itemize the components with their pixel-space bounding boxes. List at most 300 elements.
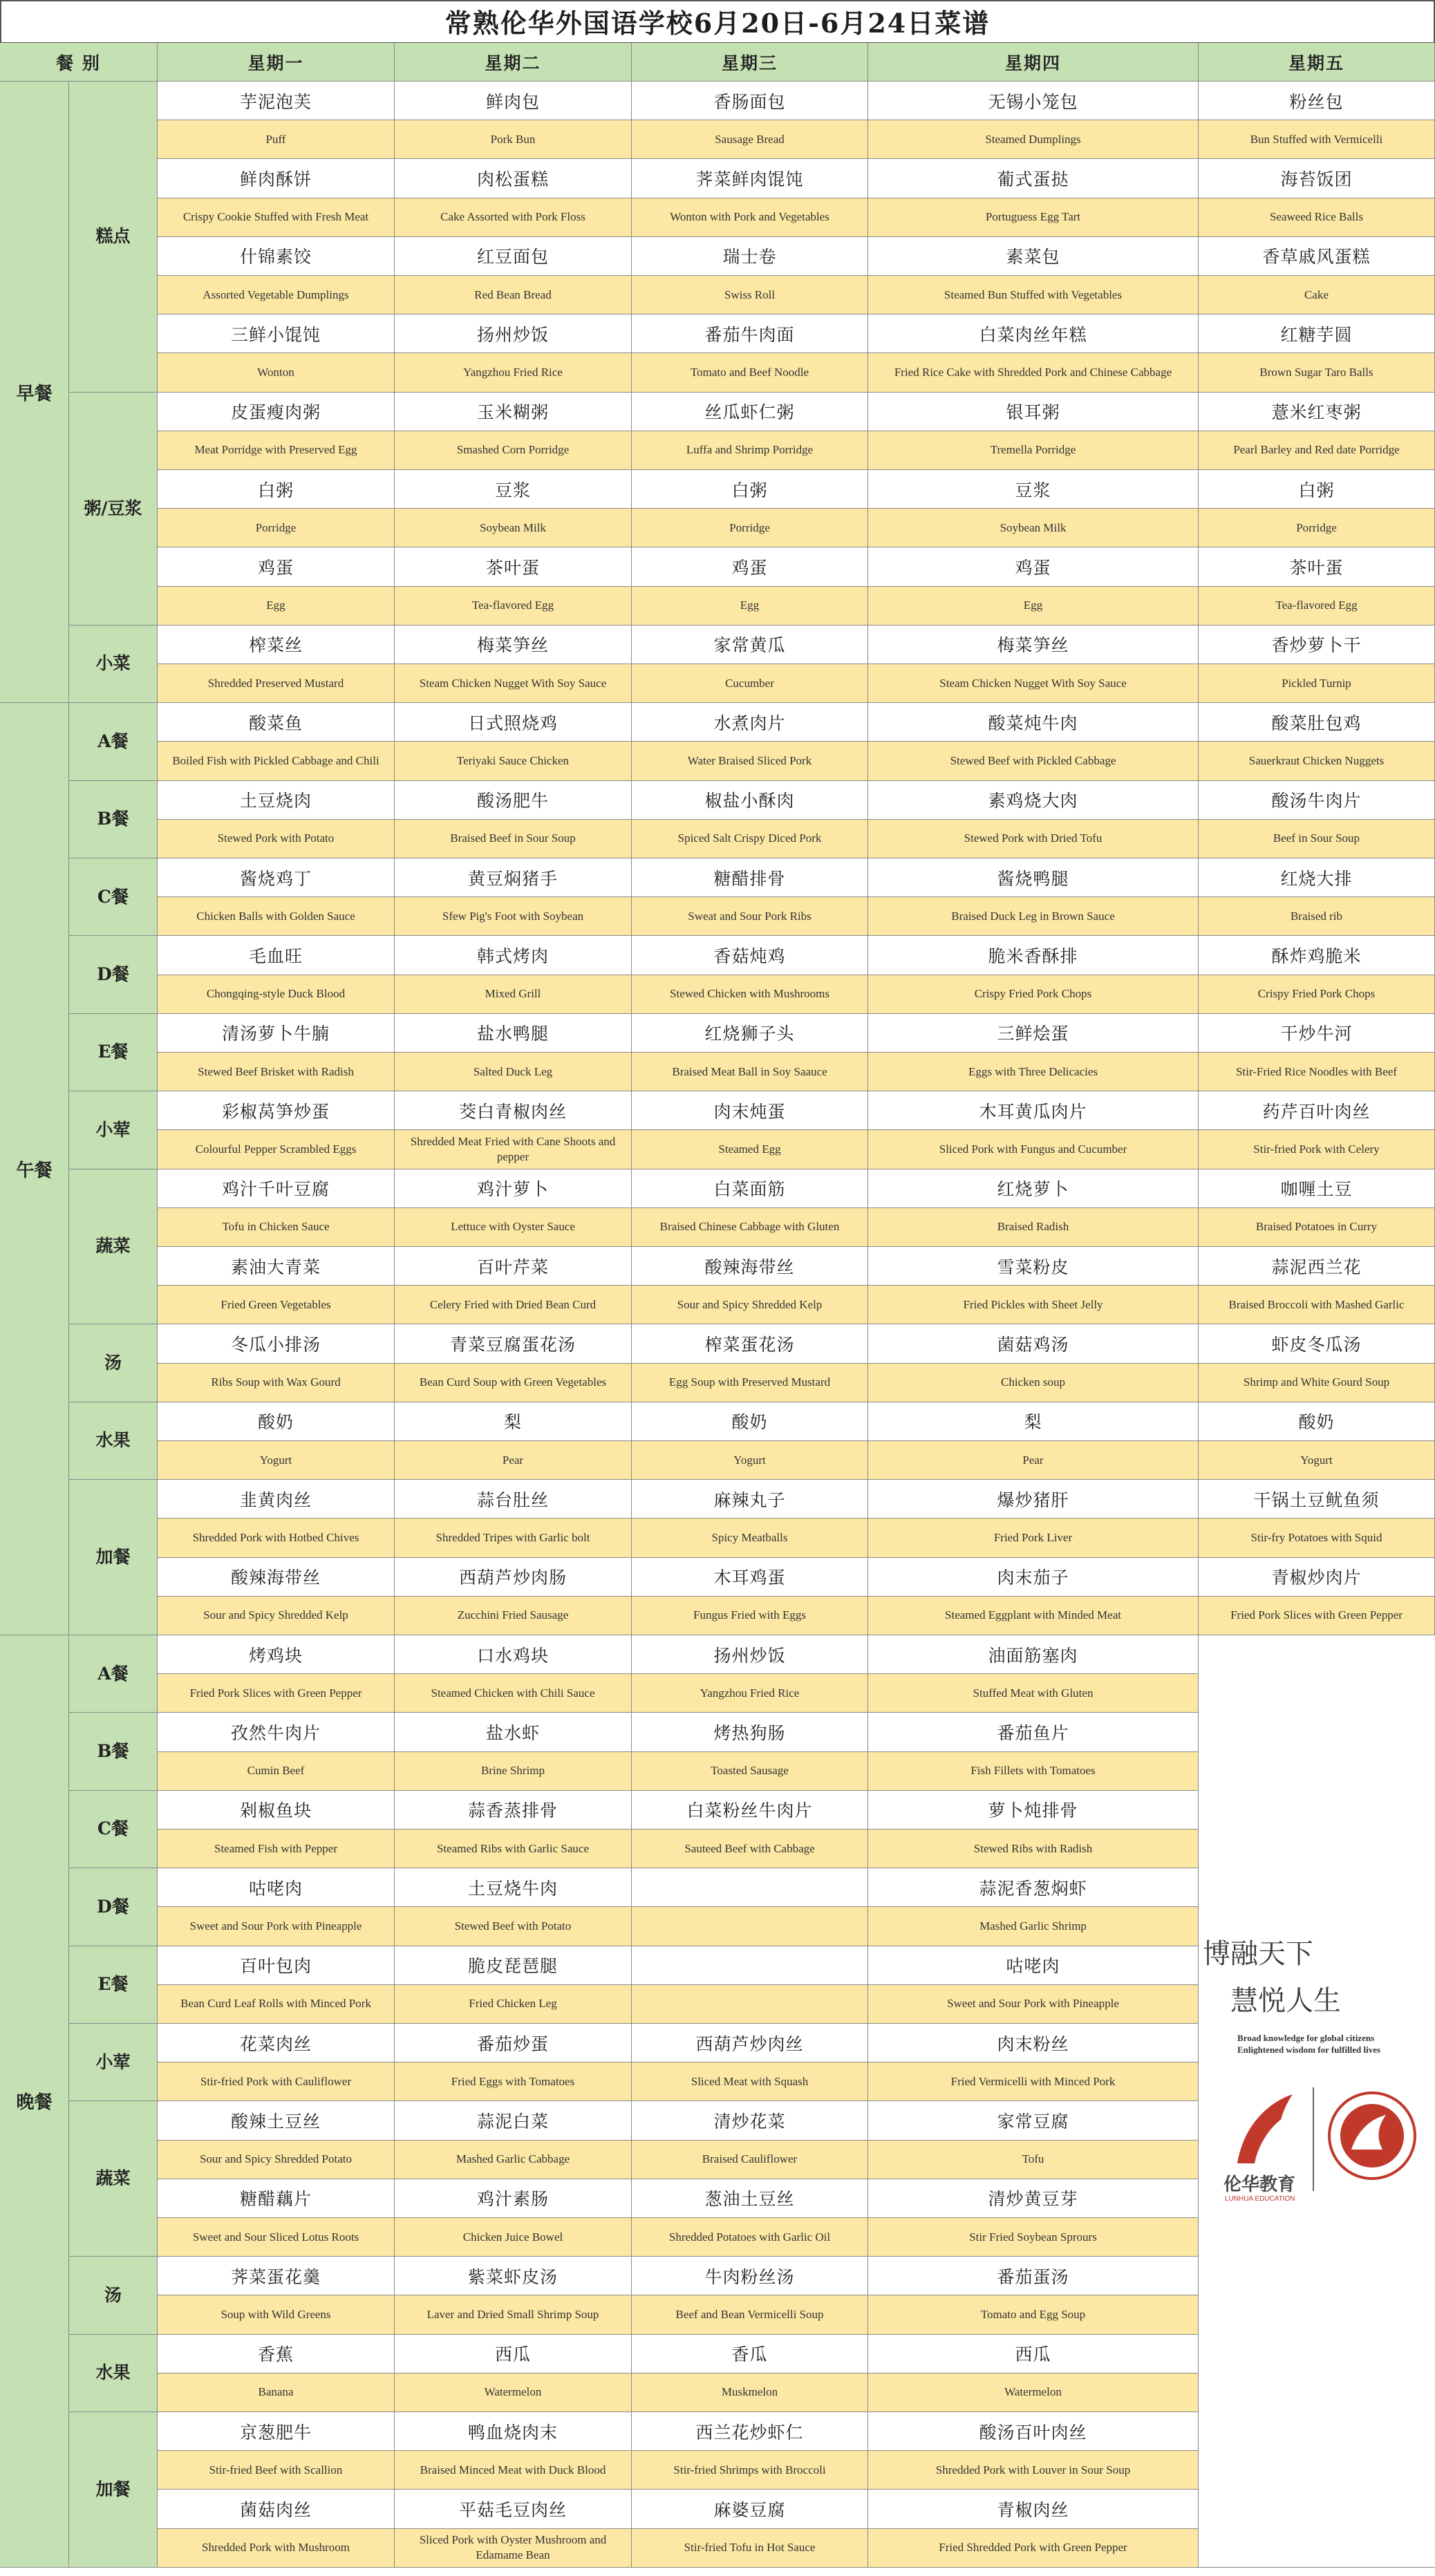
dish-english: Sweet and Sour Pork with Pineapple (158, 1907, 395, 1946)
slogan-english (1237, 2032, 1431, 2056)
course-label: 蔬菜 (69, 2101, 158, 2257)
dish-name: 香草戚风蛋糕 (1199, 237, 1435, 276)
dish-english: Braised Cauliflower (632, 2141, 868, 2179)
dish-name: 荠菜鲜肉馄饨 (632, 159, 868, 198)
dish-name: 鸡蛋 (632, 547, 868, 586)
dish-name: 酸汤百叶肉丝 (868, 2412, 1199, 2451)
dish-english: Sour and Spicy Shredded Kelp (158, 1597, 395, 1635)
course-label: C餐 (69, 1791, 158, 1868)
dish-name (632, 1946, 868, 1985)
dish-name: 酸奶 (632, 1402, 868, 1441)
dish-name: 干锅土豆鱿鱼须 (1199, 1480, 1435, 1519)
dish-english: Braised Radish (868, 1208, 1199, 1247)
dish-name: 肉末茄子 (868, 1558, 1199, 1597)
dish-name: 酸辣土豆丝 (158, 2101, 395, 2140)
dish-english: Egg Soup with Preserved Mustard (632, 1364, 868, 1402)
dish-english: Steam Chicken Nugget With Soy Sauce (395, 664, 632, 703)
dish-english: Steam Chicken Nugget With Soy Sauce (868, 664, 1199, 703)
dish-english: Steamed Chicken with Chili Sauce (395, 1674, 632, 1713)
dish-english: Celery Fried with Dried Bean Curd (395, 1286, 632, 1324)
dish-english: Portuguess Egg Tart (868, 198, 1199, 237)
dish-english: Braised Broccoli with Mashed Garlic (1199, 1286, 1435, 1324)
course-label: A餐 (69, 703, 158, 780)
dish-english: Fried Shredded Pork with Green Pepper (868, 2529, 1199, 2568)
dish-english: Braised Chinese Cabbage with Gluten (632, 1208, 868, 1247)
dish-english: Seaweed Rice Balls (1199, 198, 1435, 237)
dish-name: 葡式蛋挞 (868, 159, 1199, 198)
course-label: C餐 (69, 858, 158, 936)
dish-english: Fried Pickles with Sheet Jelly (868, 1286, 1199, 1324)
course-label: 小荤 (69, 2024, 158, 2101)
dish-english: Stewed Chicken with Mushrooms (632, 975, 868, 1014)
dish-english: Red Bean Bread (395, 276, 632, 314)
dish-name: 茭白青椒肉丝 (395, 1091, 632, 1130)
dish-name: 肉末粉丝 (868, 2024, 1199, 2062)
dish-english: Stewed Ribs with Radish (868, 1830, 1199, 1868)
dish-name: 香菇炖鸡 (632, 936, 868, 975)
dish-english: Steamed Bun Stuffed with Vegetables (868, 276, 1199, 314)
dish-english: Braised rib (1199, 897, 1435, 936)
dish-english: Fried Rice Cake with Shredded Pork and Chinese Cabbage (868, 353, 1199, 392)
dish-name: 清炒黄豆芽 (868, 2179, 1199, 2218)
dish-name: 酱烧鸭腿 (868, 858, 1199, 897)
dish-english: Braised Beef in Sour Soup (395, 820, 632, 858)
dish-english: Chicken Balls with Golden Sauce (158, 897, 395, 936)
dish-name: 虾皮冬瓜汤 (1199, 1324, 1435, 1363)
dish-name: 干炒牛河 (1199, 1014, 1435, 1053)
dish-english: Steamed Eggplant with Minded Meat (868, 1597, 1199, 1635)
dish-english: Eggs with Three Delicacies (868, 1053, 1199, 1091)
dish-name: 蒜香蒸排骨 (395, 1791, 632, 1830)
dish-name: 酸菜肚包鸡 (1199, 703, 1435, 742)
dish-english: Fungus Fried with Eggs (632, 1597, 868, 1635)
dish-english: Stewed Beef Brisket with Radish (158, 1053, 395, 1091)
dish-english: Sweat and Sour Pork Ribs (632, 897, 868, 936)
dish-english: Pearl Barley and Red date Porridge (1199, 431, 1435, 470)
dish-english: Egg (868, 587, 1199, 626)
dish-name: 梅菜笋丝 (395, 626, 632, 664)
dish-english: Teriyaki Sauce Chicken (395, 742, 632, 780)
slogan-english-line-1: Broad knowledge for global citizens (1237, 2033, 1375, 2043)
dish-english: Toasted Sausage (632, 1752, 868, 1791)
dish-name: 无锡小笼包 (868, 82, 1199, 120)
course-label: 加餐 (69, 1480, 158, 1635)
dish-english: Bean Curd Leaf Rolls with Minced Pork (158, 1985, 395, 2024)
dish-english: Fried Chicken Leg (395, 1985, 632, 2024)
course-label: E餐 (69, 1946, 158, 2024)
dish-english: Tea-flavored Egg (395, 587, 632, 626)
course-label: 汤 (69, 1324, 158, 1402)
dish-english: Sausage Bread (632, 120, 868, 159)
dish-name: 肉末炖蛋 (632, 1091, 868, 1130)
meal-label: 早餐 (0, 82, 69, 703)
dish-name: 香肠面包 (632, 82, 868, 120)
course-label: 水果 (69, 1402, 158, 1480)
dish-name: 菌菇肉丝 (158, 2490, 395, 2528)
dish-name: 白菜肉丝年糕 (868, 314, 1199, 353)
dish-english: Stir-Fried Rice Noodles with Beef (1199, 1053, 1435, 1091)
dish-name: 孜然牛肉片 (158, 1713, 395, 1751)
school-slogan (1203, 1921, 1431, 2040)
dish-name: 葱油土豆丝 (632, 2179, 868, 2218)
dish-name: 红烧大排 (1199, 858, 1435, 897)
dish-english: Braised Meat Ball in Soy Saauce (632, 1053, 868, 1091)
dish-name: 瑞士卷 (632, 237, 868, 276)
logo-name: 伦华教育 (1223, 2174, 1296, 2195)
dish-name: 家常黄瓜 (632, 626, 868, 664)
dish-name: 梨 (868, 1402, 1199, 1441)
dish-name: 酸奶 (158, 1402, 395, 1441)
course-label: B餐 (69, 1713, 158, 1790)
dish-english: Shredded Pork with Louver in Sour Soup (868, 2451, 1199, 2490)
dish-english: Crispy Cookie Stuffed with Fresh Meat (158, 198, 395, 237)
meal-label: 晚餐 (0, 1635, 69, 2568)
dish-name: 素油大青菜 (158, 1247, 395, 1286)
dish-name: 糖醋排骨 (632, 858, 868, 897)
dish-name: 咕咾肉 (158, 1868, 395, 1907)
dish-english: Mixed Grill (395, 975, 632, 1014)
dish-name: 爆炒猪肝 (868, 1480, 1199, 1519)
dish-name: 鸡汁素肠 (395, 2179, 632, 2218)
dish-name: 剁椒鱼块 (158, 1791, 395, 1830)
dish-name: 盐水鸭腿 (395, 1014, 632, 1053)
dish-name: 土豆烧肉 (158, 781, 395, 820)
dish-name: 酥炸鸡脆米 (1199, 936, 1435, 975)
dish-english: Chongqing-style Duck Blood (158, 975, 395, 1014)
dish-name: 什锦素饺 (158, 237, 395, 276)
dish-name: 毛血旺 (158, 936, 395, 975)
dish-name: 咕咾肉 (868, 1946, 1199, 1985)
dish-name: 油面筋塞肉 (868, 1635, 1199, 1674)
dish-english: Fried Vermicelli with Minced Pork (868, 2062, 1199, 2101)
dish-name: 红烧狮子头 (632, 1014, 868, 1053)
dish-english: Crispy Fried Pork Chops (1199, 975, 1435, 1014)
meal-label: 午餐 (0, 703, 69, 1635)
dish-name: 清炒花菜 (632, 2101, 868, 2140)
dish-english: Cake (1199, 276, 1435, 314)
dish-name: 香蕉 (158, 2335, 395, 2373)
dish-name: 薏米红枣粥 (1199, 393, 1435, 431)
dish-english: Yogurt (158, 1441, 395, 1480)
dish-english: Boiled Fish with Pickled Cabbage and Chili (158, 742, 395, 780)
dish-english: Brown Sugar Taro Balls (1199, 353, 1435, 392)
dish-name: 椒盐小酥肉 (632, 781, 868, 820)
dish-name: 蒜泥白菜 (395, 2101, 632, 2140)
dish-name: 红豆面包 (395, 237, 632, 276)
dish-name: 百叶芹菜 (395, 1247, 632, 1286)
dish-english: Stuffed Meat with Gluten (868, 1674, 1199, 1713)
dish-name: 紫菜虾皮汤 (395, 2257, 632, 2295)
day-header-5: 星期五 (1199, 43, 1435, 82)
dish-english: Soybean Milk (395, 509, 632, 547)
dish-english: Stewed Pork with Dried Tofu (868, 820, 1199, 858)
dish-name: 西葫芦炒肉丝 (632, 2024, 868, 2062)
dish-english: Stewed Pork with Potato (158, 820, 395, 858)
dish-english: Swiss Roll (632, 276, 868, 314)
dish-english: Fried Pork Slices with Green Pepper (158, 1674, 395, 1713)
dish-name: 酸辣海带丝 (158, 1558, 395, 1597)
dish-name: 扬州炒饭 (395, 314, 632, 353)
dish-name: 鲜肉包 (395, 82, 632, 120)
dish-english: Muskmelon (632, 2373, 868, 2412)
dish-name: 番茄牛肉面 (632, 314, 868, 353)
dish-name: 榨菜丝 (158, 626, 395, 664)
dish-english: Sweet and Sour Sliced Lotus Roots (158, 2218, 395, 2257)
branding-block (1203, 1921, 1431, 2226)
dish-english: Shredded Pork with Mushroom (158, 2529, 395, 2568)
page-title: 常熟伦华外国语学校6月20日-6月24日菜谱 (0, 0, 1435, 44)
dish-name: 白菜粉丝牛肉片 (632, 1791, 868, 1830)
dish-name: 糖醋藕片 (158, 2179, 395, 2218)
dish-name: 白粥 (158, 470, 395, 509)
dish-name: 西瓜 (868, 2335, 1199, 2373)
dish-name: 蒜台肚丝 (395, 1480, 632, 1519)
dish-english: Sauerkraut Chicken Nuggets (1199, 742, 1435, 780)
dish-name: 皮蛋瘦肉粥 (158, 393, 395, 431)
course-label: 汤 (69, 2257, 158, 2334)
dish-name: 鸡蛋 (868, 547, 1199, 586)
dish-english: Beef and Bean Vermicelli Soup (632, 2295, 868, 2334)
dish-name: 豆浆 (395, 470, 632, 509)
dish-name: 青椒炒肉片 (1199, 1558, 1435, 1597)
dish-name: 麻婆豆腐 (632, 2490, 868, 2528)
dish-english: Steamed Ribs with Garlic Sauce (395, 1830, 632, 1868)
day-header-2: 星期二 (395, 43, 632, 82)
dish-name: 日式照烧鸡 (395, 703, 632, 742)
dish-name: 脆皮琵琶腿 (395, 1946, 632, 1985)
dish-name: 榨菜蛋花汤 (632, 1324, 868, 1363)
dish-name: 白粥 (632, 470, 868, 509)
dish-english: Wonton (158, 353, 395, 392)
course-label: 加餐 (69, 2412, 158, 2568)
slogan-line-2: 慧悦人生 (1230, 1985, 1341, 2017)
dish-name: 酸菜炖牛肉 (868, 703, 1199, 742)
dish-name: 平菇毛豆肉丝 (395, 2490, 632, 2528)
dish-name: 香炒萝卜干 (1199, 626, 1435, 664)
dish-name: 口水鸡块 (395, 1635, 632, 1674)
dish-english: Soup with Wild Greens (158, 2295, 395, 2334)
dish-name: 酸奶 (1199, 1402, 1435, 1441)
dish-english: Shredded Potatoes with Garlic Oil (632, 2218, 868, 2257)
dish-name: 西葫芦炒肉肠 (395, 1558, 632, 1597)
dish-english: Spiced Salt Crispy Diced Pork (632, 820, 868, 858)
logo-subtitle: LUNHUA EDUCATION (1225, 2195, 1295, 2203)
dish-english: Stir-fried Pork with Cauliflower (158, 2062, 395, 2101)
dish-english: Ribs Soup with Wax Gourd (158, 1364, 395, 1402)
dish-name: 水煮肉片 (632, 703, 868, 742)
dish-name: 盐水虾 (395, 1713, 632, 1751)
dish-english: Shredded Pork with Hotbed Chives (158, 1519, 395, 1557)
dish-name: 扬州炒饭 (632, 1635, 868, 1674)
dish-english (632, 1907, 868, 1946)
dish-english: Egg (632, 587, 868, 626)
dish-english: Tofu in Chicken Sauce (158, 1208, 395, 1247)
course-label: 水果 (69, 2335, 158, 2412)
dish-english: Stir-fried Pork with Celery (1199, 1130, 1435, 1169)
dish-name: 蒜泥香葱焖虾 (868, 1868, 1199, 1907)
dish-name: 白菜面筋 (632, 1169, 868, 1208)
dish-english: Fish Fillets with Tomatoes (868, 1752, 1199, 1791)
dish-english: Fried Pork Slices with Green Pepper (1199, 1597, 1435, 1635)
dish-english: Beef in Sour Soup (1199, 820, 1435, 858)
dish-english: Watermelon (395, 2373, 632, 2412)
course-label: 粥/豆浆 (69, 393, 158, 626)
dish-name: 木耳黄瓜肉片 (868, 1091, 1199, 1130)
dish-english: Spicy Meatballs (632, 1519, 868, 1557)
dish-name: 番茄鱼片 (868, 1713, 1199, 1751)
dish-name: 家常豆腐 (868, 2101, 1199, 2140)
dish-english: Mashed Garlic Cabbage (395, 2141, 632, 2179)
dish-english: Sweet and Sour Pork with Pineapple (868, 1985, 1199, 2024)
dish-english: Shredded Meat Fried with Cane Shoots and pepper (395, 1130, 632, 1169)
dish-english: Yogurt (1199, 1441, 1435, 1480)
dish-english: Watermelon (868, 2373, 1199, 2412)
dish-english: Pear (868, 1441, 1199, 1480)
dish-english: Porridge (158, 509, 395, 547)
dish-name: 酸汤牛肉片 (1199, 781, 1435, 820)
dish-english: Luffa and Shrimp Porridge (632, 431, 868, 470)
dish-english (632, 1985, 868, 2024)
dish-english: Porridge (632, 509, 868, 547)
slogan-calligraphy (1203, 1921, 1431, 2032)
dish-name: 青菜豆腐蛋花汤 (395, 1324, 632, 1363)
course-label: E餐 (69, 1014, 158, 1091)
dish-name: 茶叶蛋 (1199, 547, 1435, 586)
course-label: 小荤 (69, 1091, 158, 1169)
dish-english: Stewed Beef with Pickled Cabbage (868, 742, 1199, 780)
dish-name: 白粥 (1199, 470, 1435, 509)
dish-english: Sour and Spicy Shredded Potato (158, 2141, 395, 2179)
dish-name: 花菜肉丝 (158, 2024, 395, 2062)
dish-name: 木耳鸡蛋 (632, 1558, 868, 1597)
dish-name: 酸菜鱼 (158, 703, 395, 742)
dish-english: Tomato and Beef Noodle (632, 353, 868, 392)
dish-name: 牛肉粉丝汤 (632, 2257, 868, 2295)
dish-english: Stir-fried Shrimps with Broccoli (632, 2451, 868, 2490)
dish-english: Sliced Meat with Squash (632, 2062, 868, 2101)
day-header-1: 星期一 (158, 43, 395, 82)
dish-english: Tomato and Egg Soup (868, 2295, 1199, 2334)
dish-english: Shrimp and White Gourd Soup (1199, 1364, 1435, 1402)
dish-english: Bean Curd Soup with Green Vegetables (395, 1364, 632, 1402)
dish-name: 蒜泥西兰花 (1199, 1247, 1435, 1286)
dish-name: 青椒肉丝 (868, 2490, 1199, 2528)
dish-english: Yogurt (632, 1441, 868, 1480)
dish-english: Braised Potatoes in Curry (1199, 1208, 1435, 1247)
dish-english: Tremella Porridge (868, 431, 1199, 470)
dish-name: 芋泥泡芙 (158, 82, 395, 120)
dish-name: 玉米糊粥 (395, 393, 632, 431)
dish-english: Chicken soup (868, 1364, 1199, 1402)
dish-name: 西瓜 (395, 2335, 632, 2373)
dish-name: 荠菜蛋花羹 (158, 2257, 395, 2295)
dish-name: 鸡蛋 (158, 547, 395, 586)
dish-english: Salted Duck Leg (395, 1053, 632, 1091)
dish-name: 咖喱土豆 (1199, 1169, 1435, 1208)
dish-english: Steamed Egg (632, 1130, 868, 1169)
dish-english: Soybean Milk (868, 509, 1199, 547)
dish-name: 素菜包 (868, 237, 1199, 276)
dish-english: Steamed Dumplings (868, 120, 1199, 159)
dish-name: 番茄炒蛋 (395, 2024, 632, 2062)
dish-english: Wonton with Pork and Vegetables (632, 198, 868, 237)
dish-english: Cumin Beef (158, 1752, 395, 1791)
dish-english: Sfew Pig's Foot with Soybean (395, 897, 632, 936)
dish-english: Stir-fry Potatoes with Squid (1199, 1519, 1435, 1557)
dish-english: Zucchini Fried Sausage (395, 1597, 632, 1635)
dish-english: Cake Assorted with Pork Floss (395, 198, 632, 237)
dish-english: Colourful Pepper Scrambled Eggs (158, 1130, 395, 1169)
course-label: D餐 (69, 1868, 158, 1946)
dish-english: Pear (395, 1441, 632, 1480)
dish-english: Pickled Turnip (1199, 664, 1435, 703)
dish-name: 丝瓜虾仁粥 (632, 393, 868, 431)
dish-name: 菌菇鸡汤 (868, 1324, 1199, 1363)
dish-english: Water Braised Sliced Pork (632, 742, 868, 780)
dish-name: 土豆烧牛肉 (395, 1868, 632, 1907)
dish-name: 豆浆 (868, 470, 1199, 509)
course-label: D餐 (69, 936, 158, 1013)
dish-english: Shredded Tripes with Garlic bolt (395, 1519, 632, 1557)
course-label: A餐 (69, 1635, 158, 1713)
dish-english: Braised Duck Leg in Brown Sauce (868, 897, 1199, 936)
dish-english: Stir Fried Soybean Sprours (868, 2218, 1199, 2257)
dish-name: 冬瓜小排汤 (158, 1324, 395, 1363)
dish-english: Fried Eggs with Tomatoes (395, 2062, 632, 2101)
slogan-english-line-2: Enlightened wisdom for fulfilled lives (1237, 2044, 1381, 2055)
dish-name: 药芹百叶肉丝 (1199, 1091, 1435, 1130)
dish-english: Sour and Spicy Shredded Kelp (632, 1286, 868, 1324)
dish-english: Pork Bun (395, 120, 632, 159)
course-label: 糕点 (69, 82, 158, 393)
dish-name: 鲜肉酥饼 (158, 159, 395, 198)
dish-english: Assorted Vegetable Dumplings (158, 276, 395, 314)
dish-name: 雪菜粉皮 (868, 1247, 1199, 1286)
dish-name: 黄豆焖猪手 (395, 858, 632, 897)
dish-english: Sliced Pork with Oyster Mushroom and Edamame Bean (395, 2529, 632, 2568)
dish-name: 茶叶蛋 (395, 547, 632, 586)
dish-english: Shredded Preserved Mustard (158, 664, 395, 703)
dish-english: Cucumber (632, 664, 868, 703)
dish-name: 酱烧鸡丁 (158, 858, 395, 897)
dish-english: Puff (158, 120, 395, 159)
dish-name: 三鲜烩蛋 (868, 1014, 1199, 1053)
dish-english: Egg (158, 587, 395, 626)
dish-english: Steamed Fish with Pepper (158, 1830, 395, 1868)
dish-name: 酸汤肥牛 (395, 781, 632, 820)
dish-english: Tea-flavored Egg (1199, 587, 1435, 626)
dish-name: 麻辣丸子 (632, 1480, 868, 1519)
dish-english: Braised Minced Meat with Duck Blood (395, 2451, 632, 2490)
dish-english: Meat Porridge with Preserved Egg (158, 431, 395, 470)
dish-english: Stir-fried Beef with Scallion (158, 2451, 395, 2490)
dish-name: 烤热狗肠 (632, 1713, 868, 1751)
dish-name: 番茄蛋汤 (868, 2257, 1199, 2295)
dish-name: 肉松蛋糕 (395, 159, 632, 198)
dish-name: 烤鸡块 (158, 1635, 395, 1674)
dish-name: 梨 (395, 1402, 632, 1441)
dish-name: 韭黄肉丝 (158, 1480, 395, 1519)
dish-english: Chicken Juice Bowel (395, 2218, 632, 2257)
course-label: 小菜 (69, 626, 158, 703)
dish-name: 粉丝包 (1199, 82, 1435, 120)
dish-english: Brine Shrimp (395, 1752, 632, 1791)
dish-name: 清汤萝卜牛腩 (158, 1014, 395, 1053)
dish-english: Bun Stuffed with Vermicelli (1199, 120, 1435, 159)
dish-name: 鸡汁千叶豆腐 (158, 1169, 395, 1208)
dish-name: 三鲜小馄饨 (158, 314, 395, 353)
dish-name: 京葱肥牛 (158, 2412, 395, 2451)
